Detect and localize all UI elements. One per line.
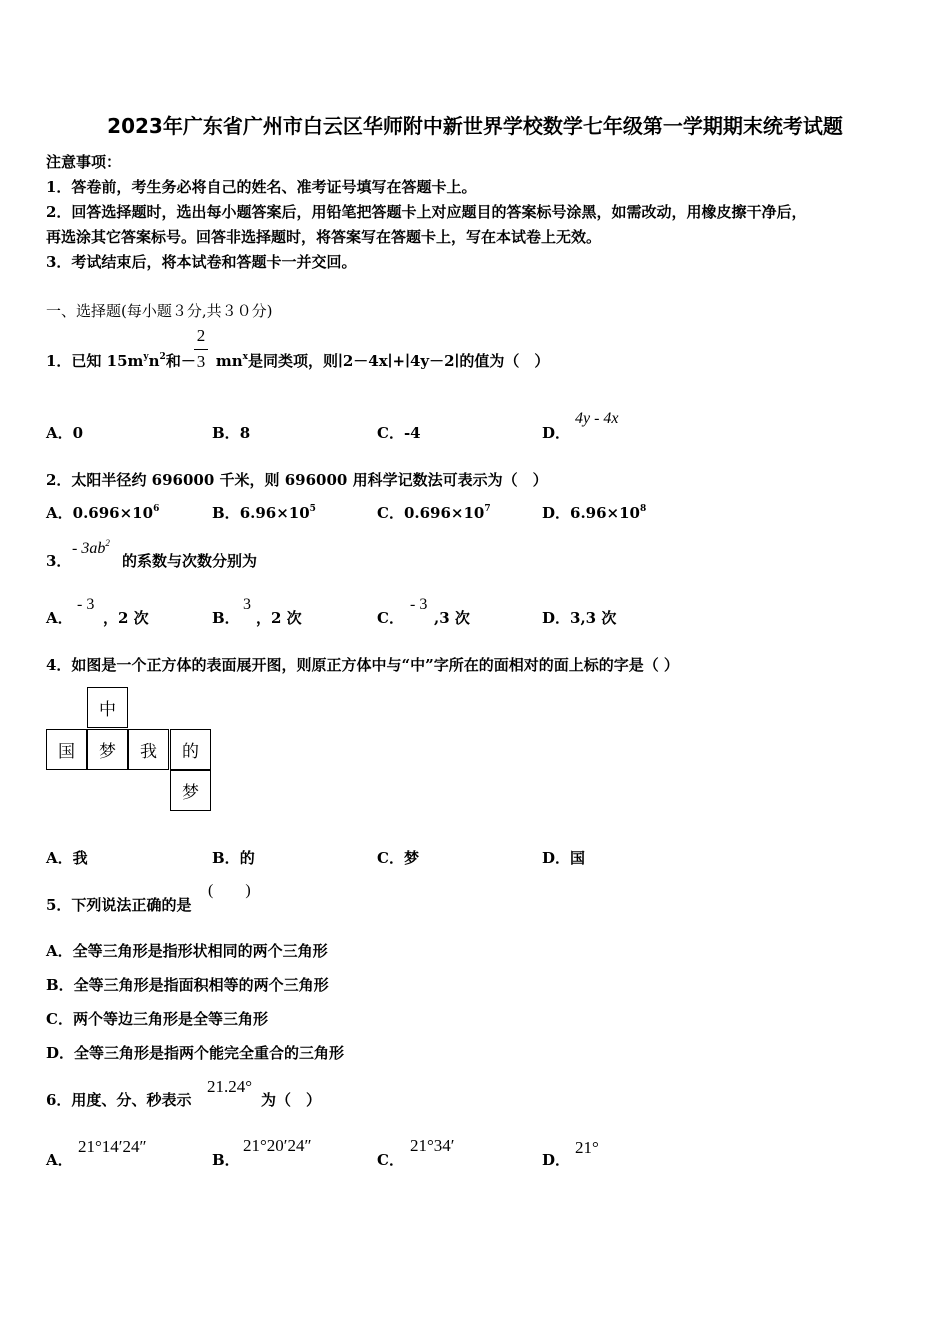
- q5-option: D．全等三角形是指两个能完全重合的三角形: [46, 1044, 345, 1062]
- q6-option-d-label: D．: [542, 1151, 571, 1169]
- q1-option-a: A．0: [46, 424, 84, 442]
- q5-option: B．全等三角形是指面积相等的两个三角形: [46, 976, 329, 994]
- section-heading: 一、选择题(每小题３分,共３０分): [46, 302, 273, 320]
- q1-option-b: B．8: [212, 424, 251, 442]
- question-6-stem: 6．用度、分、秒表示: [46, 1091, 192, 1109]
- q4-option-a: A．我: [46, 849, 88, 867]
- net-face-wo: 我: [128, 729, 169, 770]
- question-5-stem: 5．下列说法正确的是: [46, 896, 192, 914]
- net-face-zhong: 中: [87, 687, 128, 728]
- q6-option-b-label: B．: [212, 1151, 240, 1169]
- q5-option: A．全等三角形是指形状相同的两个三角形: [46, 942, 328, 960]
- net-face-de: 的: [170, 729, 211, 770]
- notice-item: 再选涂其它答案标号。回答非选择题时，将答案写在答题卡上，写在本试卷上无效。: [46, 228, 602, 246]
- q3-option-a-math: - 3: [77, 596, 95, 613]
- net-face-meng: 梦: [87, 729, 128, 770]
- q6-option-a-math: 21°14′24″: [78, 1137, 147, 1156]
- q2-option-a: A．$0.696\times 10^6$: [46, 504, 160, 522]
- q3-option-c-math: - 3: [410, 596, 428, 613]
- q5-paren: ( ): [208, 882, 251, 899]
- fraction-bar: [194, 349, 208, 350]
- q2-option-c: C．$0.696\times 10^7$: [377, 504, 491, 522]
- question-1-stem: 1．已知 $15m^yn^2$和－ $mn^x$是同类项，则∣2－4x∣+∣4y－2∣的值为（ ）: [46, 352, 550, 370]
- notice-item: 2．回答选择题时，选出每小题答案后，用铅笔把答题卡上对应题目的答案标号涂黑，如需改动，用橡皮擦干净后，: [46, 203, 807, 221]
- notice-heading: 注意事项：: [46, 153, 122, 171]
- question-3-stem: 的系数与次数分别为: [122, 552, 258, 570]
- question-4-stem: 4．如图是一个正方体的表面展开图，则原正方体中与“中”字所在的面相对的面上标的字是（ ）: [46, 656, 679, 674]
- net-face-guo: 国: [46, 729, 87, 770]
- fraction-denominator: 3: [196, 352, 206, 371]
- q1-option-d-label: D．: [542, 424, 571, 442]
- q3-option-a-text: ，2 次: [103, 609, 149, 627]
- q6-value: 21.24°: [207, 1077, 253, 1096]
- question-3-number: 3．: [46, 552, 72, 570]
- fraction-numerator: 2: [196, 326, 206, 345]
- q6-option-c-math: 21°34′: [410, 1136, 455, 1155]
- q3-option-c-label: C．: [377, 609, 404, 627]
- q4-option-c: C．梦: [377, 849, 419, 867]
- notice-item: 3．考试结束后，将本试卷和答题卡一并交回。: [46, 253, 357, 271]
- q6-option-a-label: A．: [46, 1151, 73, 1169]
- q2-option-d: D．$6.96\times 10^8$: [542, 504, 647, 522]
- q2-option-b: B．$6.96\times 10^5$: [212, 504, 316, 522]
- q5-option: C．两个等边三角形是全等三角形: [46, 1010, 268, 1028]
- q3-option-b-text: ，2 次: [256, 609, 302, 627]
- q6-option-b-math: 21°20′24″: [243, 1136, 312, 1155]
- q6-option-c-label: C．: [377, 1151, 404, 1169]
- q3-expression: - $3ab^2$: [72, 538, 110, 557]
- q3-option-b-math: 3: [243, 596, 251, 613]
- q1-option-d-math: 4y - 4x: [575, 410, 619, 427]
- q3-option-b-label: B．: [212, 609, 240, 627]
- question-6-suffix: 为（ ）: [261, 1091, 322, 1109]
- q3-option-c-text: ,3 次: [434, 609, 470, 627]
- q4-option-d: D．国: [542, 849, 586, 867]
- question-2-stem: 2．太阳半径约 696000 千米，则 696000 用科学记数法可表示为（ ）: [46, 471, 548, 489]
- q1-option-c: C．-4: [377, 424, 421, 442]
- page-title: 2023年广东省广州市白云区华师附中新世界学校数学七年级第一学期期末统考试题: [107, 114, 843, 138]
- q4-option-b: B．的: [212, 849, 255, 867]
- q3-option-d: D．3,3 次: [542, 609, 617, 627]
- q3-option-a-label: A．: [46, 609, 73, 627]
- net-face-meng-2: 梦: [170, 770, 211, 811]
- notice-item: 1．答卷前，考生务必将自己的姓名、准考证号填写在答题卡上。: [46, 178, 477, 196]
- q6-option-d-math: 21°: [575, 1138, 599, 1157]
